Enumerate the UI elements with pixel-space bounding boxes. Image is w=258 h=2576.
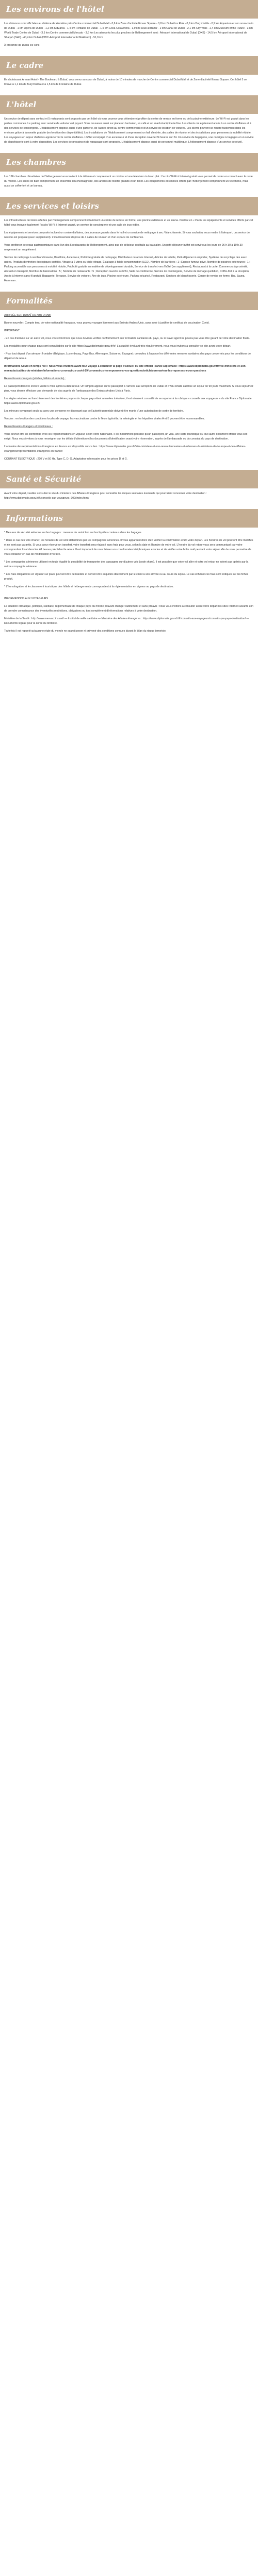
section-infos <box>0 509 258 642</box>
section-body <box>0 310 258 470</box>
info-paragraph: * Les frais obligatoires en vigueur sur place peuvent être demandés et doivent être acquittés directement par le client à son arrivée ou au cours du séjour. Le cas échéant ces frais sont indiqués sur les fiches produit. <box>4 573 249 581</box>
important-label: IMPORTANT : <box>4 329 21 332</box>
info-paragraph: * L'homologation et le classement touristique des hôtels et hébergements correspondent à la réglementation en vigueur au pays de destination. <box>4 585 174 588</box>
section-environs <box>0 0 258 56</box>
services-paragraph: Vous profiterez de repas gastronomiques dans l'un des 5 restaurants de l'hébergement, ainsi que de délicieux cocktails au bar/salon. Un petit-déjeuner buffet est servi tous les jours de 06 h 30 à 10 h 30 moyennant un supplément. <box>4 244 243 251</box>
section-formalites <box>0 292 258 470</box>
section-title: L'hôtel <box>0 95 258 114</box>
hotel-description-page <box>0 0 258 642</box>
rooms-paragraph: Les 196 chambres climatisées de l'hébergement vous invitent à la détente et comprennent un minibar et une télévision à écran plat. L'accès Wi-Fi à Internet gratuit vous permet de rester en contact avec le reste du monde. Les salles de bain comprennent un ensemble douche/baignoire, des articles de toilette gratuits et un bidet. Les équipements et services offerts par l'hébergement comprennent un téléphone, mais aussi un coffre-fort et un bureau. <box>4 175 253 188</box>
subheading: Ressortissants français (adultes, bébés et enfants) : <box>4 377 66 380</box>
formalities-paragraph: Les mineurs voyageant seuls ou avec une personne ne disposant pas de l'autorité parentale doivent être munis d'une autorisation de sortie de territoire. <box>4 410 184 413</box>
section-title: Informations <box>0 509 258 528</box>
section-title: Formalités <box>0 292 258 310</box>
section-cadre <box>0 56 258 95</box>
info-paragraph: * Mesures de sécurité aérienne sur les bagages : mesures de restriction sur les liquides contenus dans les bagages. <box>4 531 142 534</box>
links-paragraph: Ministère de la Santé : http://www.mesvaccins.net/ — Institut de veille sanitaire — Ministère des Affaires étrangères : https://www.diplomatie.gouv.fr/fr/conseils-aux-voyageurs/conseils-par-pays-destination/ — Documents légaux pour la sortie du territoire. <box>4 617 249 625</box>
section-title: Les chambres <box>0 153 258 172</box>
travellers-paragraph: La situation climatique, politique, sanitaire, réglementaire de chaque pays du monde pouvant changer subitement et sans préavis : nous vous invitons à consulter avant votre départ les sites Internet suivants afin de prendre connaissance des éventuelles restrictions, obligations ou tout complément d'informations relatives à votre destination. <box>4 605 254 613</box>
info-paragraph: * Dans le cas des vols charter, les horaires de vol sont déterminés par les compagnies aériennes. Il vous appartient donc d'en vérifier la confirmation avant votre départ. Les horaires de vol pourront être modifiés et ne sont pas garantis. Si vous avez réservé un transfert, votre transfert sera réajusté sans frais pour vous, selon la date et l'horaire de votre vol. L'horaire du vol retour vous sera communiqué par votre correspondant local dans les 48 heures précédant le retour. Il est important de nous laisser vos coordonnées téléphoniques exactes et de vérifier votre boîte mail pendant votre séjour afin de nous permettre de vous contacter en cas de modification d'horaire. <box>4 539 253 556</box>
section-hotel <box>0 95 258 153</box>
subheading: ARRIVÉE SUR DUBAÏ OU ABU DHABI <box>4 314 51 317</box>
formalities-paragraph: Les modalités pour chaque pays sont consultables sur le site https://www.diplomatie.gouv.fr/fr/. L'actualité évoluant très régulièrement, nous vous invitons à consulter ce site avant votre départ. <box>4 345 231 348</box>
section-body <box>0 114 258 153</box>
formalities-paragraph: L'annuaire des représentations étrangères en France est disponible sur ce lien : https://www.diplomatie.gouv.fr/fr/le-ministere-et-son-reseau/annuaires-et-adresses-du-ministere-de-l-europe-et-des-affaires-etrangeres/representations-etrangeres-en-france/ <box>4 445 246 453</box>
proximity-text: À proximité de Dubai Ice Rink <box>4 44 40 47</box>
amenities-list: Service de nettoyage à sec/blanchisserie, Bouilloire, Ascenseur, Publicité gratuite de nettoyage, Distributeur ou accès Internet, Articles de toilette, Petit-déjeuner à emporter, Système de recyclage des eaux usées, Produits d'entretien écologiques certifiés, Vitrage à 2 vitres ou triple vitrage, Éclairage à faible consommation (LED), Nombre de barrières : 1 ; Espace fumeur privé, Nombre de piscines extérieures : 1 ; Parking accessible aux personnes à mobilité réduite, Publicité gratuite en matière de développement durable, Service de transfert vers l'hôtel (en supplément), Restaurant à la carte, Commerces à proximité, Accueil en transport, Nombre de bars/salons : 5 ; Nombre de restaurants : 5 ; Réception ouverte 24 h/24, Salle de conférence, Service de conciergerie, Service de ménage quotidien, Coffre-fort à la réception, Accès à Internet sans fil gratuit, Bagagerie, Terrasse, Service de voiturier, Aire de jeux, Piscine extérieure, Parking sécurisé, Restaurant, Services de blanchisserie, Centre de remise en forme, Bar, Sauna, Hammam. <box>4 256 250 282</box>
distances-paragraph: Les distances sont affichées au dixième de kilomètre près Centre commercial Dubai Mall - 0,6 km Zone d'activité Emaar Square - 0,8 km Dubai Ice Rink - 0,9 km Burj Khalifa - 0,9 km Aquarium et zoo sous-marin de Dubaï - 1 km Opéra de Dubaï - 1,2 km KidZania - 1,4 km Fontaine de Dubaï - 1,5 km Coca-Cola Arena - 1,9 km Souk al Bahar - 2 km Canal de Dubaï - 2,1 km City Walk - 2,4 km Museum of the Future - 3 km World Trade Centre de Dubaï - 3,5 km Centre commercial Mercato - 3,6 km Les aéroports les plus proches de l'hébergement sont : Aéroport international de Dubaï (DXB) - 14,5 km Aéroport international de Sharjah (SHJ) - 40,4 km Dubaï (DWC-Aéroport International Al Maktoum) - 51,9 km <box>4 22 254 39</box>
services-paragraph: Les équipements et services proposés incluent un centre d'affaires, des journaux gratuits dans le hall et un service de nettoyage à sec / blanchisserie. Si vous souhaitez vous rendre à l'aéroport, un service de navette est proposé (avec supplément). L'établissement dispose de 4 salles de réunion et d'un espace de conférence. <box>4 231 250 239</box>
footnote-paragraph: Toutefois il est rappelé qu'aucune règle du monde ne saurait peser ni prévenir des conditions connues durant le bilan du risque terroriste. <box>4 630 167 633</box>
section-title: Santé et Sécurité <box>0 470 258 488</box>
subheading: Ressortissants étrangers et binationaux : <box>4 425 53 428</box>
section-title: Le cadre <box>0 56 258 75</box>
covid-info-paragraph: Informations Covid en temps réel : Nous vous invitons avant tout voyage à consulter la page d'accueil du site officiel France Diplomatie : https://www.diplomatie.gouv.fr/fr/le-ministere-et-son-reseau/actualites-du-ministere/informations-coronavirus-covid-19/coronavirus-les-reponses-a-vos-questions/article/coronavirus-les-reponses-a-vos-questions <box>4 365 247 372</box>
section-sante <box>0 470 258 509</box>
formalities-paragraph: - En cas d'arrivée sur un autre vol, nous vous informons que nous devrons vérifier conformément aux formalités sanitaires du pays, ou le travel agent ne pourra pas vous être garant de votre destination finale. <box>4 337 250 340</box>
section-body <box>0 172 258 197</box>
section-title: Les services et loisirs <box>0 197 258 215</box>
formalities-paragraph: Bonne nouvelle : Compte tenu de votre nationalité française, vous pouvez voyager librement aux Émirats Arabes Unis, sans avoir à justifier de certificat de vaccination Covid. <box>4 321 209 325</box>
section-body <box>0 488 258 509</box>
section-body <box>0 19 258 56</box>
section-chambres <box>0 153 258 197</box>
hotel-paragraph: Un service de départ sans contact et 5 restaurants sont proposés par cet hôtel où vous pourrez vous détendre et profiter du centre de remise en forme ou de la piscine extérieure. Le Wi-Fi est gratuit dans les parties communes. Le parking avec service de voiturier est payant. Vous trouverez aussi sur place un bar/salon, un café et un snack-bar/épicerie fine. Les clients ont également accès à un centre d'affaires et à des services de conciergerie. L'établissement dispose aussi d'une garderie, de l'accès direct au centre commercial et d'un service de location de voitures. Les clients peuvent se rendre facilement dans les environs grâce à la navette gratuite (en fonction des disponibilités). Les installations de l'établissement comprennent un hall d'entrée, des salles de réunion et des installations pour personnes à mobilité réduite. Les voyageurs en séjour d'affaires apprécieront le centre d'affaires. L'hôtel est équipé d'un ascenseur et d'une réception ouverte 24 heures sur 24. Un service de bagagerie, une consigne à bagages et un service de blanchisserie sont à votre disposition. Les services de pressing et de repassage sont proposés. L'établissement dispose aussi de personnel multilingue. L'hébergement dispose d'un service de réveil. <box>4 117 254 144</box>
formalities-paragraph: Le passeport doit être encore valide 6 mois après la date retour. Un tampon apposé sur le passeport à l'arrivée aux aéroports de Dubaï et d'Abu Dhabi autorise un séjour de 90 jours maximum. Si vous séjournez plus, vous devrez effectuer une demande de visa auprès de l'ambassade des Émirats Arabes Unis à Paris. <box>4 385 253 393</box>
formalities-paragraph: Vaccins : en fonction des conditions locales de voyage, les vaccinations contre la fièvre typhoïde, la méningite et les hépatites virales A et B peuvent être recommandées. <box>4 417 205 420</box>
setting-paragraph: En choisissant Armani Hotel - The Boulevard à Dubaï, vous serez au cœur de Dubaï, à moins de 10 minutes de marche de Centre commercial Dubai Mall et de Zone d'activité Emaar Square. Cet hôtel 5 se trouve à 1,1 km de Burj Khalifa et à 1,5 km de Fontaine de Dubaï. <box>4 78 247 86</box>
section-services <box>0 197 258 292</box>
formalities-paragraph: Les règles relatives au franchissement des frontières propres à chaque pays étant amenées à évoluer, il est vivement conseillé de se reporter à la rubrique « conseils aux voyageurs » du site France Diplomatie https://www.diplomatie.gouv.fr/ <box>4 397 252 405</box>
health-paragraph: Avant votre départ, veuillez consulter le site du ministère des Affaires étrangères pour connaître les risques sanitaires éventuels qui pourraient concerner votre destination : http://www.diplomatie.gouv.fr/fr/conseils-aux-voyageurs_909/index.html/ <box>4 492 207 500</box>
electric-current-text: COURANT ÉLECTRIQUE : 220 V et 50 Hz. Type C, D, G. Adaptateur nécessaire pour les prises D et G. <box>4 457 128 461</box>
section-body <box>0 528 258 642</box>
formalities-paragraph: Vous devrez être en conformité avec les réglementations en vigueur, selon votre nationalité. Il est notamment possible qu'un passeport, un visa, une carte touristique ou tout autre document officiel vous soit exigé. Nous vous invitons à vous renseigner sur les délais d'obtention et les documents d'identification avant votre réservation, auprès de l'ambassade ou du consulat du pays de destination. <box>4 433 248 440</box>
section-title: Les environs de l'hôtel <box>0 0 258 19</box>
section-body <box>0 215 258 292</box>
services-paragraph: Les infrastructures de loisirs offertes par l'hébergement comprennent notamment un centre de remise en forme, une piscine extérieure et un sauna. Profitez en « Parmi les équipements et services offerts par cet hôtel vous trouvez également l'accès Wi-Fi à Internet gratuit, un service de conciergerie et une salle de jeux vidéo. <box>4 219 253 227</box>
section-body <box>0 75 258 95</box>
info-paragraph: * Les compagnies aériennes utilisent en toute légalité la possibilité de transporter des passagers sur d'autres vols (code share). Il est possible que votre vol aller et votre vol retour ne soient pas opérés par la même compagnie aérienne. <box>4 561 249 568</box>
formalities-paragraph: - Pour tout départ d'un aéroport frontalier (Belgique, Luxembourg, Pays-Bas, Allemagne, Suisse ou Espagne), consultez à l'avance les différentes mesures sanitaires des pays concernés pour les conditions de départ et de retour. <box>4 352 251 360</box>
travellers-info-heading: INFORMATIONS AUX VOYAGEURS <box>4 597 49 600</box>
